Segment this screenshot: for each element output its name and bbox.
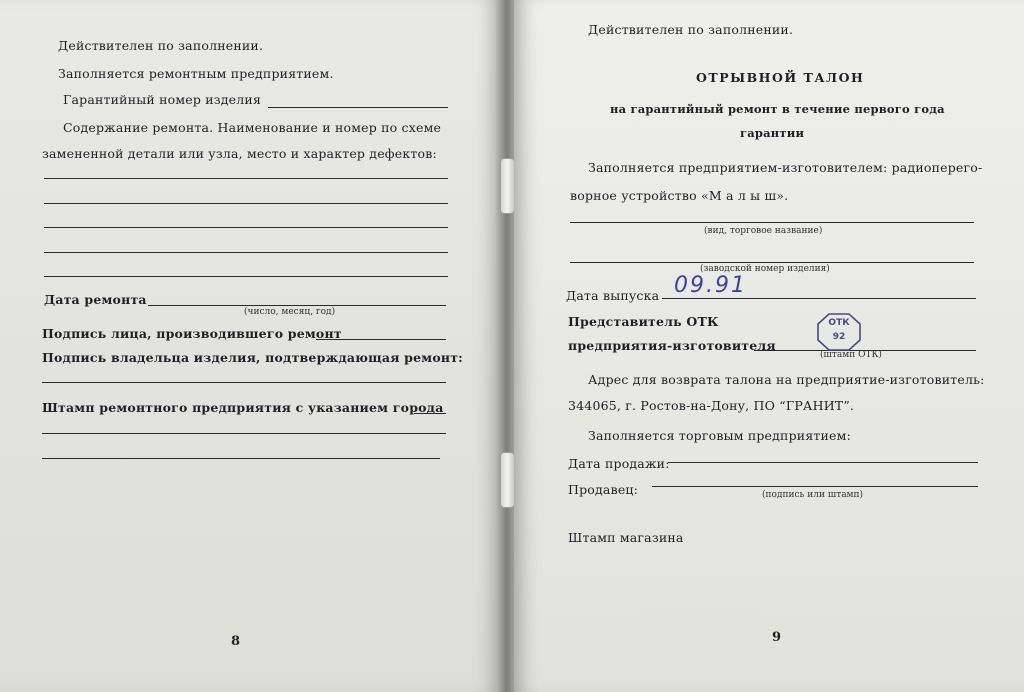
repair-content-line — [44, 276, 448, 277]
owner-signature-label: Подпись владельца изделия, подтверждающая ремонт: — [42, 350, 463, 365]
type-name-caption: (вид, торговое название) — [704, 226, 823, 236]
repair-content-line — [44, 203, 448, 204]
otk-stamp — [816, 312, 862, 352]
repair-stamp-label: Штамп ремонтного предприятия с указанием города — [42, 400, 444, 415]
release-date-field — [662, 298, 976, 299]
otk-stamp-caption: (штамп ОТК) — [820, 350, 882, 360]
otk-stamp-text: ОТК — [828, 318, 850, 328]
seller-caption: (подпись или штамп) — [762, 490, 864, 500]
sale-date-label: Дата продажи: — [568, 456, 670, 471]
filled-by-trade-text: Заполняется торговым предприятием: — [588, 428, 851, 443]
seller-label: Продавец: — [568, 482, 639, 497]
repair-stamp-line — [42, 458, 440, 459]
page-number-left: 8 — [231, 634, 241, 649]
staple-bottom — [500, 452, 515, 508]
left-page — [0, 0, 500, 692]
valid-when-filled-text: Действителен по заполнении. — [58, 38, 264, 53]
repair-content-line — [44, 227, 448, 228]
otk-label-line2: предприятия-изготовителя — [568, 338, 776, 353]
right-page — [514, 0, 1024, 692]
repairer-signature-label: Подпись лица, производившего ремонт — [42, 326, 342, 341]
manufacturer-filled-line2: ворное устройство «М а л ы ш». — [570, 188, 789, 203]
filled-by-repair-text: Заполняется ремонтным предприятием. — [58, 66, 334, 81]
owner-signature-field — [42, 382, 446, 383]
repair-date-label: Дата ремонта — [44, 292, 147, 307]
sale-date-field — [668, 462, 978, 463]
staple-top — [500, 158, 515, 214]
warranty-number-label: Гарантийный номер изделия — [63, 92, 262, 107]
otk-label-line1: Представитель ОТК — [568, 314, 719, 329]
release-date-label: Дата выпуска — [566, 288, 660, 303]
serial-number-caption: (заводской номер изделия) — [700, 264, 830, 274]
repair-date-caption: (число, месяц, год) — [244, 307, 336, 317]
valid-when-filled-text-right: Действителен по заполнении. — [588, 22, 794, 37]
repair-stamp-line — [42, 433, 446, 434]
release-date-handwritten: 09.91 — [674, 273, 747, 298]
shop-stamp-label: Штамп магазина — [568, 530, 684, 545]
page-number-right: 9 — [772, 630, 782, 645]
coupon-subtitle-line1: на гарантийный ремонт в течение первого года — [610, 102, 945, 116]
return-address-value: 344065, г. Ростов-на-Дону, ПО “ГРАНИТ”. — [568, 398, 855, 413]
repair-content-line — [44, 252, 448, 253]
repair-content-label-line1: Содержание ремонта. Наименование и номер по схеме — [63, 120, 442, 135]
manufacturer-filled-line1: Заполняется предприятием-изготовителем: радиоперего- — [588, 160, 983, 175]
warranty-number-field — [268, 107, 448, 108]
return-address-label: Адрес для возврата талона на предприятие-изготовитель: — [588, 372, 985, 387]
repair-content-line — [44, 178, 448, 179]
repairer-signature-field — [316, 339, 446, 340]
otk-stamp-year: 92 — [832, 332, 846, 342]
repair-content-label-line2: замененной детали или узла, место и характер дефектов: — [42, 146, 437, 161]
seller-field — [652, 486, 978, 487]
repair-date-field — [148, 305, 446, 306]
serial-number-field — [570, 262, 974, 263]
type-name-field — [570, 222, 974, 223]
coupon-subtitle-line2: гарантии — [740, 126, 805, 140]
repair-stamp-field — [414, 413, 446, 414]
coupon-title: ОТРЫВНОЙ ТАЛОН — [696, 70, 865, 85]
